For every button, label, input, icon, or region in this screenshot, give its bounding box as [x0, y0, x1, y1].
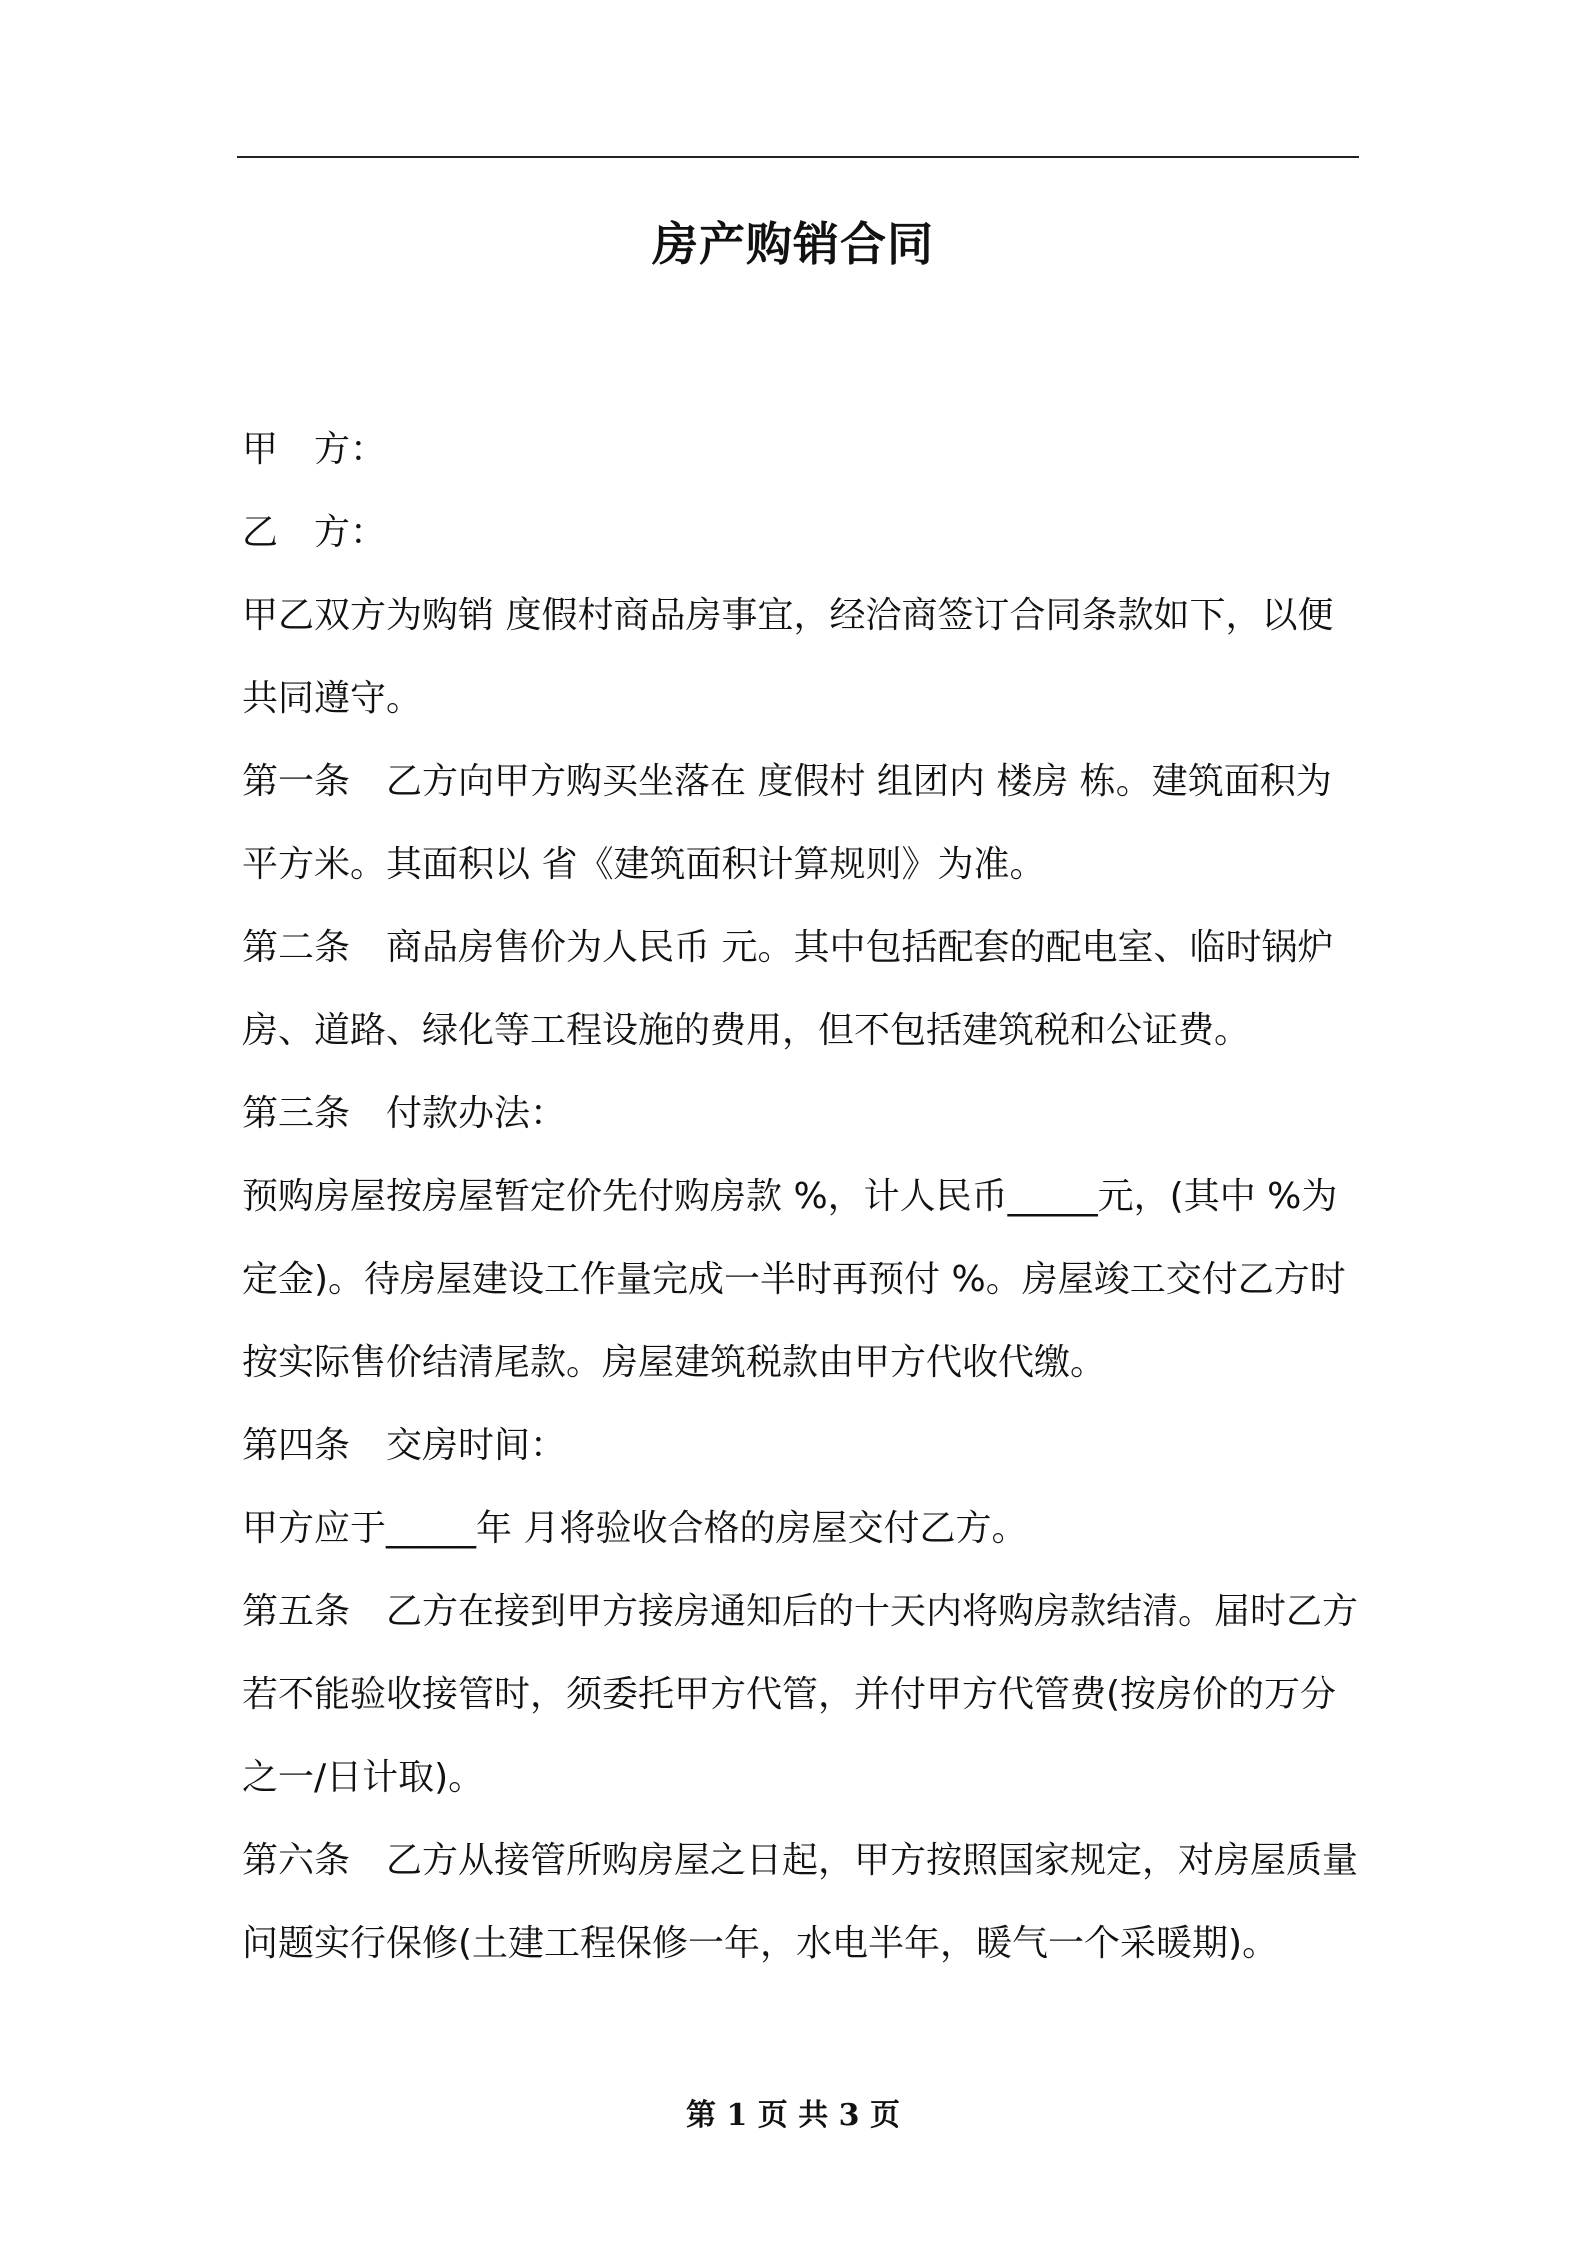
article-5-paragraph: 第五条 乙方在接到甲方接房通知后的十天内将购房款结清。届时乙方若不能验收接管时，须委托甲方代管，并付甲方代管费(按房价的万分之一/日计取)。: [242, 1591, 1359, 1798]
article-4-heading: 第四条 交房时间：: [242, 1425, 567, 1466]
article-2-paragraph: 第二条 商品房售价为人民币 元。其中包括配套的配电室、临时锅炉房、道路、绿化等工程设施的费用，但不包括建筑税和公证费。: [242, 927, 1334, 1051]
article-3-paragraph: 预购房屋按房屋暂定价先付购房款 %，计人民币_____元，(其中 %为定金)。待房屋建设工作量完成一半时再预付 %。房屋竣工交付乙方时按实际售价结清尾款。房屋建筑税款由甲方代收代缴。: [242, 1176, 1346, 1383]
header-rule: [237, 156, 1359, 158]
article-4-paragraph: 甲方应于_____年 月将验收合格的房屋交付乙方。: [242, 1508, 1028, 1549]
document-body: [242, 408, 1358, 1985]
party-b-line: 乙 方：: [242, 512, 387, 553]
preamble-paragraph: 甲乙双方为购销 度假村商品房事宜，经洽商签订合同条款如下，以便共同遵守。: [242, 595, 1334, 719]
party-a-line: 甲 方：: [242, 429, 387, 470]
page-number: 第 1 页 共 3 页: [686, 2098, 900, 2133]
article-6-paragraph: 第六条 乙方从接管所购房屋之日起，甲方按照国家规定，对房屋质量问题实行保修(土建工程保修一年，水电半年，暖气一个采暖期)。: [242, 1840, 1359, 1964]
article-1-paragraph: 第一条 乙方向甲方购买坐落在 度假村 组团内 楼房 栋。建筑面积为 平方米。其面积以 省《建筑面积计算规则》为准。: [242, 761, 1344, 885]
document-title: 房产购销合同: [652, 217, 934, 271]
article-3-heading: 第三条 付款办法：: [242, 1093, 567, 1134]
